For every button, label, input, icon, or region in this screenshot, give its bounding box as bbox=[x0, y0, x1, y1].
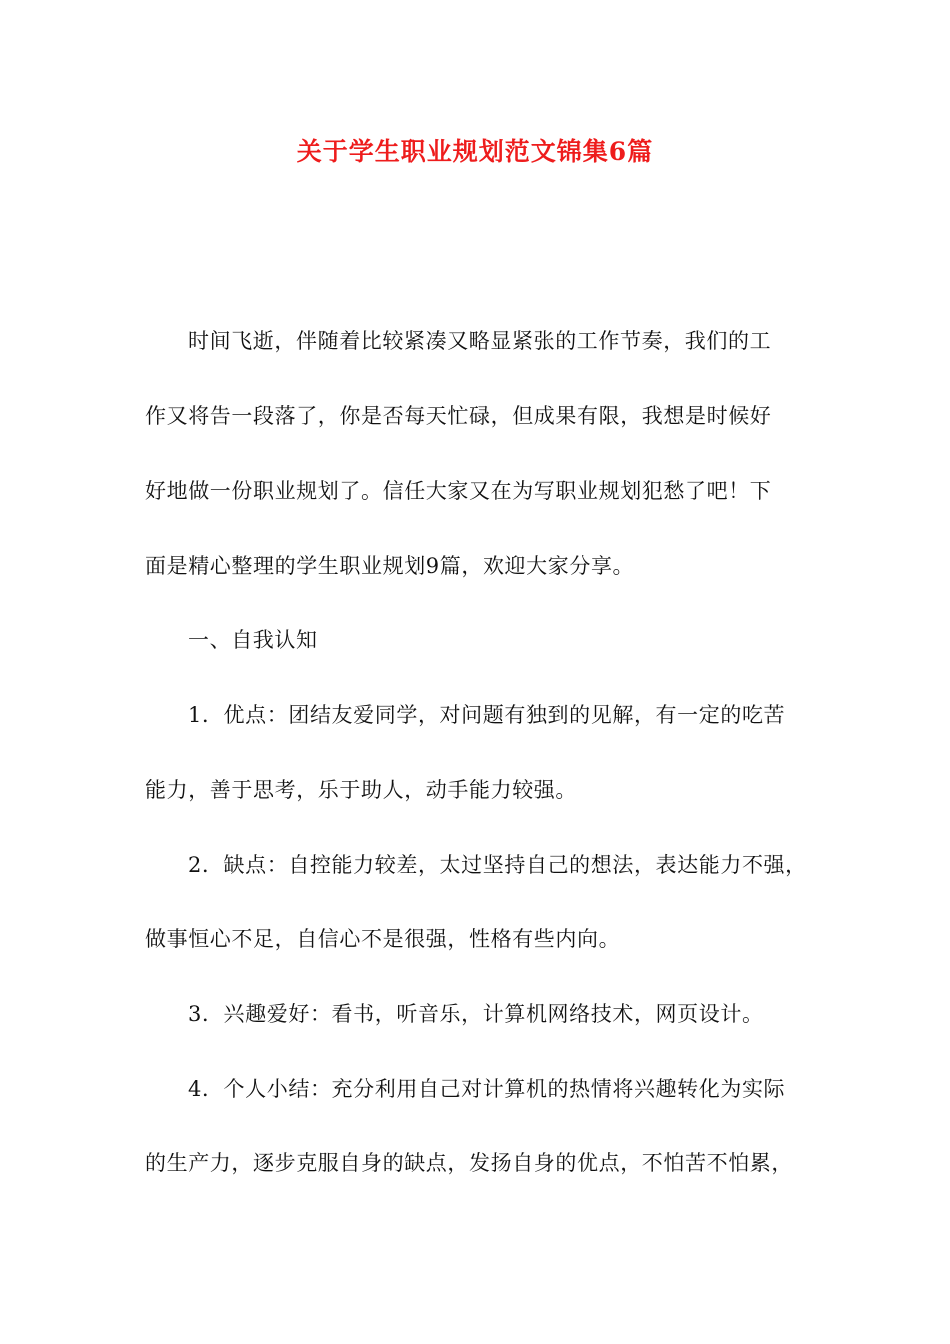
paragraph-line: 好地做一份职业规划了。信任大家又在为写职业规划犯愁了吧！下 bbox=[145, 479, 772, 503]
list-item-summary: 4．个人小结：充分利用自己对计算机的热情将兴趣转化为实际 bbox=[188, 1077, 786, 1101]
paragraph-line: 能力，善于思考，乐于助人，动手能力较强。 bbox=[145, 778, 577, 802]
paragraph-line: 面是精心整理的学生职业规划9篇，欢迎大家分享。 bbox=[145, 554, 635, 578]
paragraph-line: 作又将告一段落了，你是否每天忙碌，但成果有限，我想是时候好 bbox=[145, 404, 772, 428]
document-title: 关于学生职业规划范文锦集6篇 bbox=[296, 137, 654, 166]
list-item-hobbies: 3．兴趣爱好：看书，听音乐，计算机网络技术，网页设计。 bbox=[188, 1002, 764, 1026]
paragraph-line: 时间飞逝，伴随着比较紧凑又略显紧张的工作节奏，我们的工 bbox=[188, 329, 772, 353]
list-item-strengths: 1．优点：团结友爱同学，对问题有独到的见解，有一定的吃苦 bbox=[188, 703, 786, 727]
list-item-weaknesses: 2．缺点：自控能力较差，太过坚持自己的想法，表达能力不强， bbox=[188, 853, 807, 877]
paragraph-line: 的生产力，逐步克服自身的缺点，发扬自身的优点，不怕苦不怕累， bbox=[145, 1151, 793, 1175]
paragraph-line: 做事恒心不足，自信心不是很强，性格有些内向。 bbox=[145, 927, 621, 951]
section-heading: 一、自我认知 bbox=[188, 628, 318, 652]
